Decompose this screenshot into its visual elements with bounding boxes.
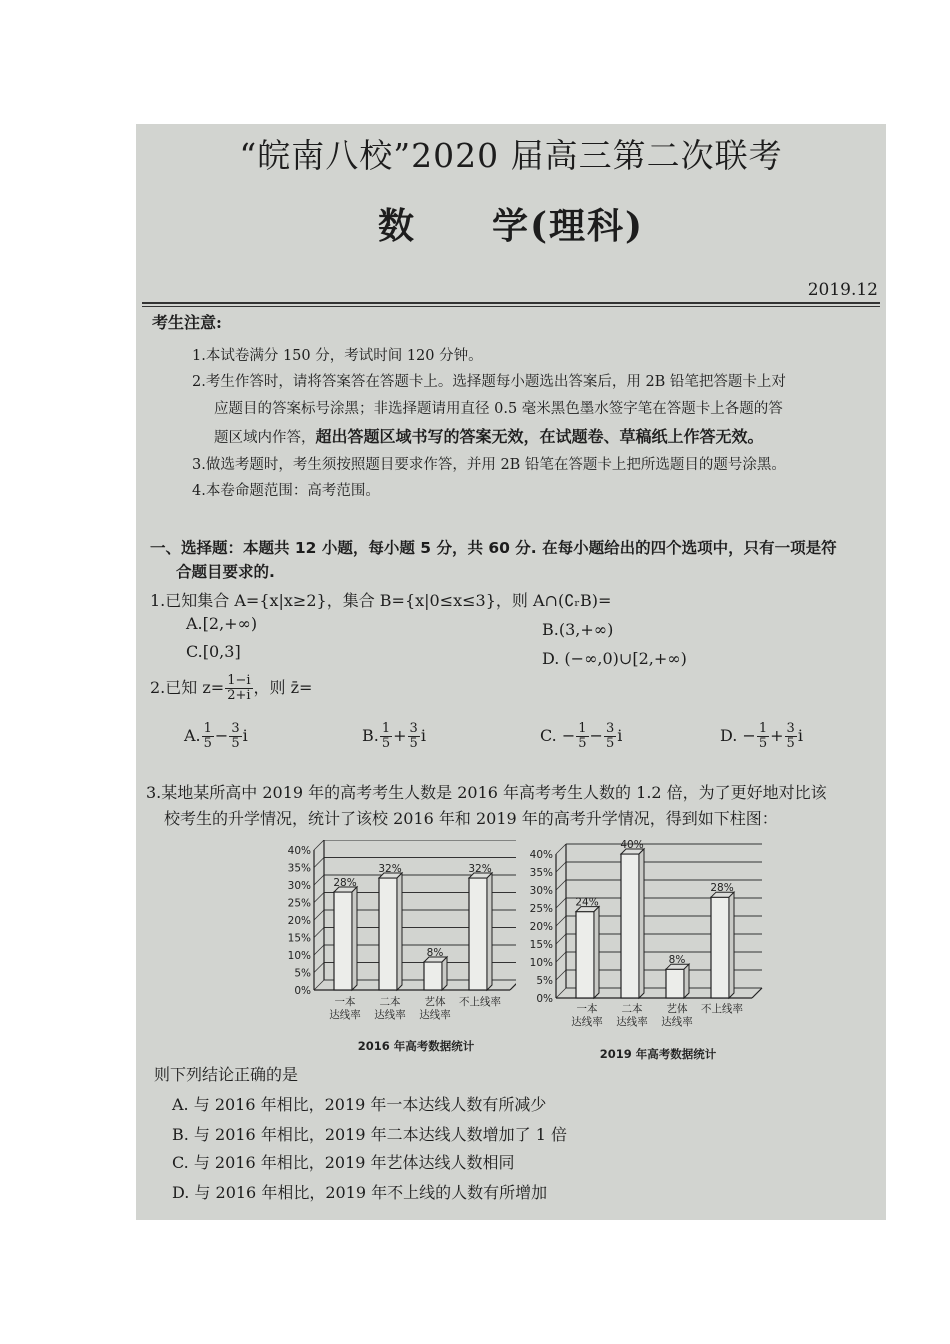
bar [424, 962, 442, 990]
header-divider [142, 302, 880, 304]
bar [711, 897, 729, 998]
bar-side [442, 957, 447, 990]
q2-d-mid: + [770, 726, 784, 745]
grid-depth-line [314, 875, 324, 885]
header-divider-thin [142, 306, 880, 307]
q2-b-frac1 [380, 722, 392, 751]
question-1-stem: 1.已知集合 A={x|x≥2}，集合 B={x|0≤x≤3}，则 A∩(∁ᵣB)= [150, 591, 612, 610]
q2-b-mid: + [393, 726, 407, 745]
grid-depth-line [556, 880, 566, 890]
y-tick-label: 20% [529, 921, 553, 933]
y-tick-label: 35% [287, 862, 311, 875]
q2-d-end: i [797, 726, 803, 745]
q2-numerator: 1−i [227, 673, 251, 688]
q2-a-d1: 5 [203, 736, 212, 751]
q2-c-n2: 3 [605, 721, 615, 736]
q2-c-label: C. − [540, 726, 576, 745]
x-category-label: 达线率 [571, 1016, 603, 1028]
bar [621, 854, 639, 998]
question-3-option-b: B. 与 2016 年相比，2019 年二本达线人数增加了 1 倍 [172, 1125, 567, 1144]
x-category-label: 达线率 [374, 1009, 406, 1021]
q2-a-n2: 3 [231, 721, 240, 736]
exam-title: “皖南八校”2020 届高三第二次联考 [239, 136, 783, 175]
x-category-label: 艺体 [424, 996, 446, 1008]
grid-depth-line [314, 963, 324, 973]
notice-item-2-end-text: 题区域内作答， [214, 430, 316, 446]
exam-paper [136, 124, 886, 1220]
q2-d-frac2 [785, 722, 797, 751]
q2-b-d2: 5 [409, 736, 418, 751]
y-tick-label: 25% [287, 897, 311, 910]
x-category-label: 达线率 [419, 1009, 451, 1021]
q2-d-label: D. − [720, 726, 756, 745]
question-1-option-c: C.[0,3] [186, 642, 241, 661]
bar-side [594, 907, 599, 998]
question-1-option-d: D. (−∞,0)∪[2,+∞) [542, 649, 687, 668]
bar-side [639, 849, 644, 998]
chart-title: 2016 年高考数据统计 [357, 1039, 475, 1053]
q2-c-frac2 [604, 722, 616, 751]
question-2-option-a [184, 722, 248, 751]
grid-depth-line [556, 844, 566, 854]
y-tick-label: 0% [294, 985, 311, 997]
y-tick-label: 10% [529, 957, 553, 969]
bar [666, 969, 684, 998]
bar-value-label: 32% [378, 863, 402, 875]
chart-2016 [276, 840, 516, 1058]
bar-side [397, 873, 402, 990]
bar [379, 878, 397, 990]
floor-edge [510, 980, 516, 990]
x-category-label: 一本 [576, 1003, 598, 1015]
x-category-label: 艺体 [666, 1003, 688, 1015]
grid-depth-line [314, 945, 324, 955]
q2-denominator: 2+i [227, 688, 251, 703]
grid-depth-line [556, 970, 566, 980]
q2-a-frac2 [229, 722, 241, 751]
q2-b-n2: 3 [409, 721, 418, 736]
grid-depth-line [314, 980, 324, 990]
q2-c-mid: − [589, 726, 603, 745]
q2-d-frac1 [757, 722, 769, 751]
question-1-option-b: B.(3,+∞) [542, 620, 614, 639]
x-category-label: 不上线率 [459, 996, 501, 1008]
q2-b-label: B. [362, 726, 379, 745]
x-category-label: 达线率 [329, 1009, 361, 1021]
y-tick-label: 40% [529, 849, 553, 861]
grid-depth-line [314, 910, 324, 920]
bar-value-label: 32% [468, 863, 492, 875]
y-tick-label: 10% [287, 950, 311, 962]
q2-a-end: i [242, 726, 248, 745]
grid-depth-line [314, 893, 324, 903]
q2-c-d2: 5 [605, 736, 615, 751]
bar-side [487, 873, 492, 990]
section-heading-cont: 合题目要求的. [176, 563, 275, 581]
q2-fraction [225, 674, 252, 703]
bar-side [729, 892, 734, 998]
notice-item-1: 1.本试卷满分 150 分，考试时间 120 分钟。 [192, 348, 483, 364]
exam-subject: 数 学(理科) [377, 205, 645, 247]
question-2-option-c [540, 722, 622, 751]
section-heading: 一、选择题：本题共 12 小题，每小题 5 分，共 60 分. 在每小题给出的四个选项中，只有一项是符 [150, 539, 837, 557]
q2-c-end: i [617, 726, 623, 745]
notice-warning: 超出答题区域书写的答案无效，在试题卷、草稿纸上作答无效。 [315, 427, 764, 446]
q2-a-n1: 1 [203, 721, 212, 736]
chart-2019 [520, 836, 770, 1064]
q2-c-d1: 5 [578, 736, 587, 751]
question-2-stem [150, 674, 312, 703]
y-tick-label: 40% [287, 845, 311, 857]
y-tick-label: 30% [287, 880, 311, 892]
y-tick-label: 15% [529, 939, 553, 951]
bar [469, 878, 487, 990]
bar-value-label: 28% [333, 877, 357, 889]
notice-heading: 考生注意: [152, 313, 222, 332]
y-tick-label: 0% [536, 993, 553, 1005]
question-3-option-d: D. 与 2016 年相比，2019 年不上线的人数有所增加 [172, 1183, 548, 1202]
grid-depth-line [314, 928, 324, 938]
q2-d-d1: 5 [758, 736, 768, 751]
floor-edge [752, 988, 762, 998]
q2-b-d1: 5 [381, 736, 391, 751]
q2-a-d2: 5 [231, 736, 240, 751]
y-tick-label: 5% [294, 967, 311, 980]
grid-depth-line [556, 898, 566, 908]
question-3-stem-1: 3.某地某所高中 2019 年的高考考生人数是 2016 年高考考生人数的 1.2 倍，为了更好地对比该 [146, 783, 827, 802]
chart-title: 2019 年高考数据统计 [599, 1047, 717, 1061]
q2-a-label: A. [184, 726, 201, 745]
q2-d-n2: 3 [786, 721, 795, 736]
q2-b-n1: 1 [381, 721, 391, 736]
grid-depth-line [556, 862, 566, 872]
bar-value-label: 24% [575, 896, 599, 909]
grid-depth-line [314, 858, 324, 868]
grid-depth-line [556, 916, 566, 926]
bar-side [352, 887, 357, 990]
bar-value-label: 8% [426, 947, 444, 959]
y-tick-label: 5% [536, 975, 553, 987]
question-1-option-a: A.[2,+∞) [186, 614, 258, 633]
grid-depth-line [556, 952, 566, 962]
bar-value-label: 8% [668, 954, 686, 967]
y-tick-label: 35% [529, 867, 553, 879]
q2-c-n1: 1 [578, 721, 587, 736]
grid-depth-line [556, 988, 566, 998]
q2-a-mid: − [214, 726, 229, 745]
grid-depth-line [556, 934, 566, 944]
question-3-option-a: A. 与 2016 年相比，2019 年一本达线人数有所减少 [172, 1095, 547, 1114]
bar [334, 892, 352, 990]
q2-b-end: i [420, 726, 426, 745]
bar-value-label: 40% [620, 839, 644, 851]
bar-side [684, 964, 689, 998]
question-3-prompt: 则下列结论正确的是 [154, 1065, 299, 1084]
notice-item-4: 4.本卷命题范围：高考范围。 [192, 483, 380, 499]
y-tick-label: 20% [287, 915, 311, 927]
notice-item-2-cont: 应题目的答案标号涂黑；非选择题请用直径 0.5 毫米黑色墨水签字笔在答题卡上各题的答 [214, 401, 783, 417]
question-3-stem-2: 校考生的升学情况，统计了该校 2016 年和 2019 年的高考升学情况，得到如下柱图： [164, 809, 778, 828]
exam-date: 2019.12 [807, 280, 878, 300]
y-tick-label: 25% [529, 903, 553, 915]
q2-d-n1: 1 [758, 721, 768, 736]
bar [576, 912, 594, 998]
y-tick-label: 30% [529, 885, 553, 897]
question-2-option-b [362, 722, 426, 751]
x-category-label: 达线率 [661, 1016, 693, 1028]
x-category-label: 达线率 [616, 1016, 648, 1028]
bar-value-label: 28% [710, 882, 734, 895]
grid-depth-line [314, 840, 324, 850]
q2-a-frac1 [202, 722, 214, 751]
q2-d-d2: 5 [786, 736, 795, 751]
q2-stem-pre: 2.已知 z= [150, 678, 225, 697]
question-3-option-c: C. 与 2016 年相比，2019 年艺体达线人数相同 [172, 1153, 515, 1172]
notice-item-2-end [214, 424, 764, 447]
notice-item-3: 3.做选考题时，考生须按照题目要求作答，并用 2B 铅笔在答题卡上把所选题目的题号涂黑。 [192, 457, 786, 473]
notice-item-2: 2.考生作答时，请将答案答在答题卡上。选择题每小题选出答案后，用 2B 铅笔把答题卡上对 [192, 374, 786, 390]
q2-stem-post: ，则 z̄= [253, 678, 313, 697]
q2-c-frac1 [576, 722, 588, 751]
q2-b-frac2 [408, 722, 420, 751]
x-category-label: 二本 [621, 1003, 643, 1015]
x-category-label: 二本 [379, 996, 401, 1008]
x-category-label: 不上线率 [701, 1003, 743, 1015]
x-category-label: 一本 [334, 996, 356, 1008]
y-tick-label: 15% [287, 932, 311, 945]
question-2-option-d [720, 722, 803, 751]
